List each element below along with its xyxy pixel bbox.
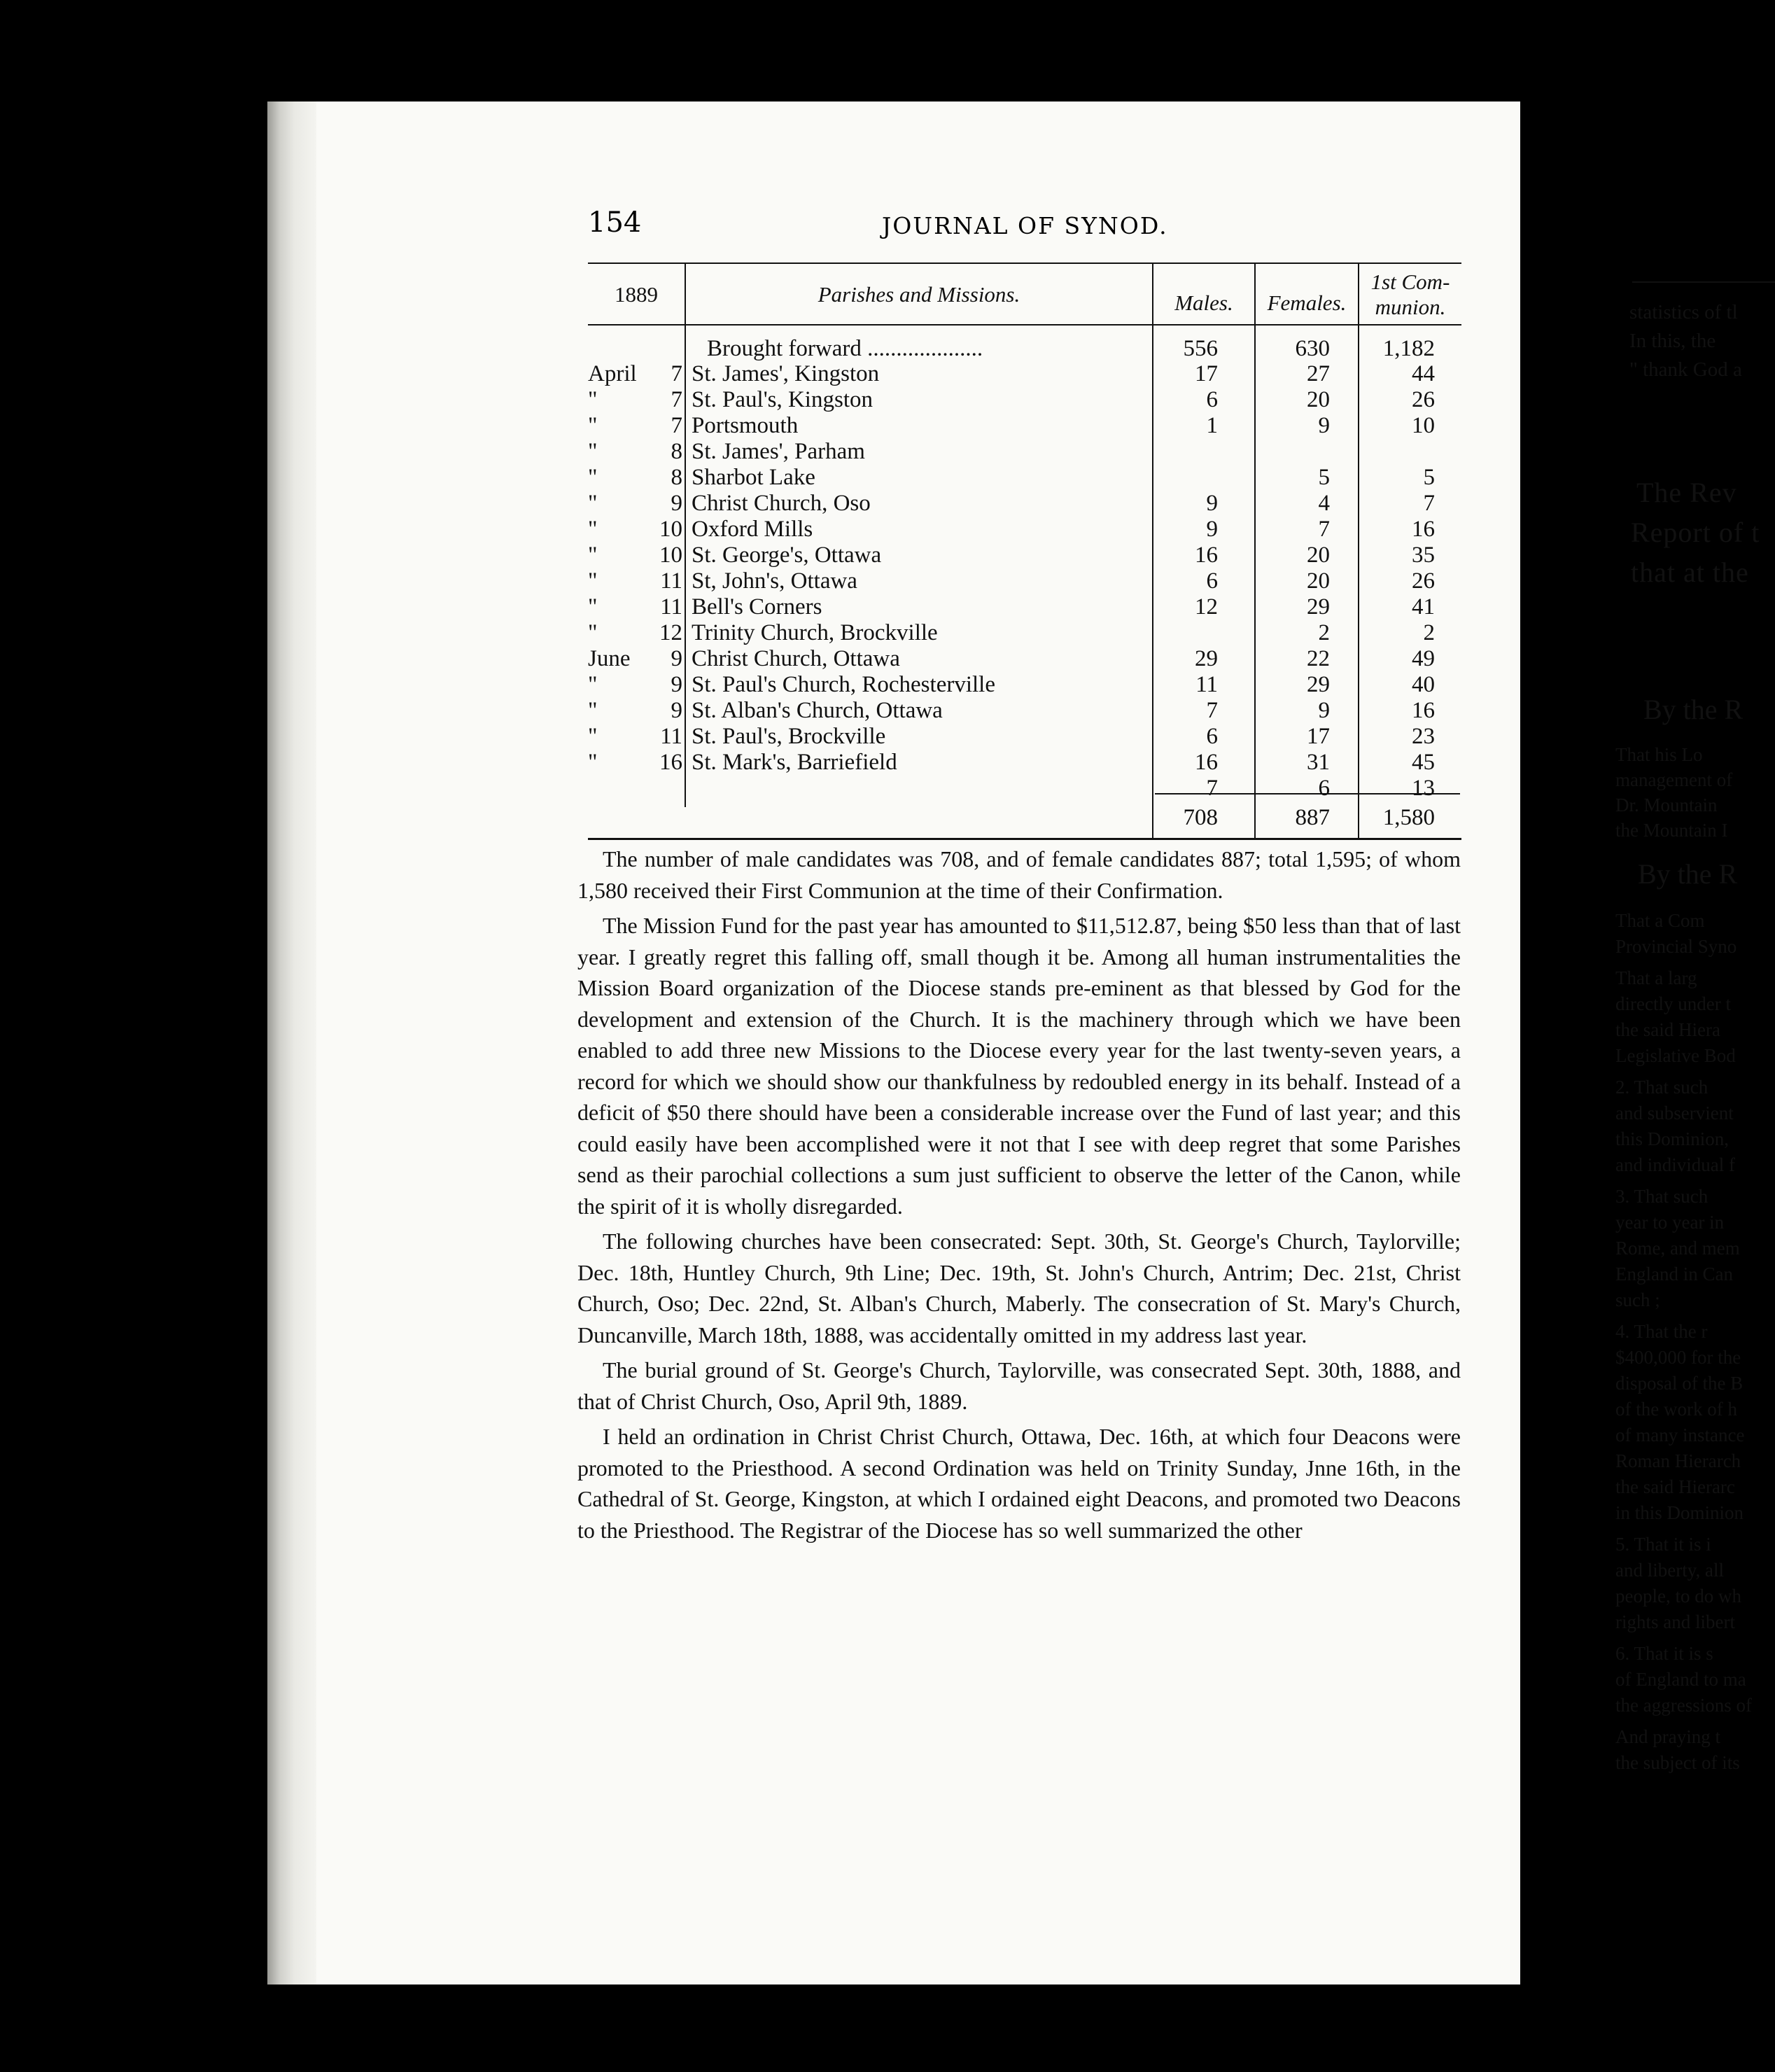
right-page-text-line: 5. That it is i — [1615, 1534, 1711, 1555]
table-row — [588, 620, 1461, 645]
header-year: 1889 — [615, 282, 658, 307]
row-parish: Christ Church, Ottawa — [692, 646, 900, 671]
row-males: 7 — [1206, 698, 1218, 723]
row-parish: Trinity Church, Brockville — [692, 620, 938, 645]
row-parish: St. James', Parham — [692, 439, 865, 464]
row-females: 20 — [1307, 387, 1330, 412]
table-row — [588, 724, 1461, 749]
row-communion: 26 — [1412, 568, 1435, 594]
row-day: 7 — [671, 387, 682, 412]
table-row — [588, 491, 1461, 516]
right-page-text-line: in this Dominion — [1615, 1502, 1744, 1523]
row-day: 10 — [659, 542, 682, 568]
header-communion-1: 1st Com- — [1370, 270, 1450, 294]
table-row-brought-forward — [588, 336, 1461, 361]
right-page-text-line: 2. That such — [1615, 1077, 1709, 1098]
row-females: 9 — [1318, 698, 1330, 723]
table-row — [588, 465, 1461, 490]
paragraph-candidates: The number of male candidates was 708, and of female candidates 887; total 1,595; of whom 1,580 received their First Communion at the time of their Confirmation. — [577, 846, 1461, 903]
right-page-text-line: 4. That the r — [1615, 1321, 1708, 1342]
right-page-top-rule — [1632, 281, 1775, 283]
row-month: April — [588, 361, 637, 386]
table-bottom-rule — [588, 838, 1461, 840]
row-month: " — [588, 594, 598, 620]
row-month: " — [588, 750, 598, 775]
row-males: 12 — [1195, 594, 1218, 620]
right-page-text-line: Roman Hierarch — [1615, 1450, 1741, 1471]
right-page-text-line: people, to do wh — [1615, 1586, 1741, 1606]
right-page-text-line: 3. That such — [1615, 1186, 1709, 1207]
row-parish: St. Paul's, Kingston — [692, 387, 873, 412]
total-communion: 1,580 — [1382, 805, 1435, 830]
body-text — [577, 844, 1461, 1550]
row-communion: 13 — [1412, 776, 1435, 801]
right-page-text-line: the subject of its — [1615, 1752, 1740, 1773]
row-communion: 23 — [1412, 724, 1435, 749]
row-parish: Sharbot Lake — [692, 465, 815, 490]
table-row — [588, 439, 1461, 464]
row-communion: 10 — [1412, 413, 1435, 438]
row-month: " — [588, 465, 598, 490]
header-parishes: Parishes and Missions. — [818, 282, 1020, 307]
row-parish: St. James', Kingston — [692, 361, 880, 386]
brought-forward-females: 630 — [1295, 336, 1330, 361]
row-males: 16 — [1195, 542, 1218, 568]
row-parish: Christ Church, Oso — [692, 491, 871, 516]
row-day: 8 — [671, 465, 682, 490]
row-communion: 45 — [1412, 750, 1435, 775]
row-month: " — [588, 724, 598, 749]
row-females: 9 — [1318, 413, 1330, 438]
row-females: 27 — [1307, 361, 1330, 386]
row-month: " — [588, 491, 598, 516]
row-females: 29 — [1307, 594, 1330, 620]
right-page-text-line: And praying t — [1615, 1726, 1720, 1747]
row-parish: Portsmouth — [692, 413, 799, 438]
row-day: 7 — [671, 413, 682, 438]
table-row — [588, 361, 1461, 386]
table-row — [588, 542, 1461, 568]
right-page-text-line: Provincial Syno — [1615, 936, 1737, 957]
row-females: 5 — [1318, 465, 1330, 490]
row-males: 16 — [1195, 750, 1218, 775]
row-parish: Oxford Mills — [692, 517, 813, 542]
row-males: 11 — [1195, 672, 1218, 697]
row-communion: 49 — [1412, 646, 1435, 671]
right-page-subheading: By the R — [1643, 694, 1744, 725]
row-parish: St. Alban's Church, Ottawa — [692, 698, 943, 723]
row-day: 11 — [660, 568, 682, 594]
running-title: JOURNAL OF SYNOD. — [882, 212, 1168, 239]
paragraph-mission-fund: The Mission Fund for the past year has amounted to $11,512.87, being $50 less than that of last year. I greatly regret this falling off, small though it be. Among all human instrumentalities the Mission Board organization of the Diocese stands pre-eminent as that blessed by God for the development and extension of the Church. It is the machinery through which we have been enabled to add three new Missions to the Diocese every year for the last twenty-seven years, a record for which we should show our thankfulness by redoubled energy in its behalf. Instead of a deficit of $50 there should have been a considerable increase over the Fund of last year; and this could easily have been accomplished were it not that I see with deep regret that some Parishes send as their parochial collections a sum just sufficient to observe the letter of the Canon, while the spirit of it is wholly disregarded. — [577, 913, 1461, 1219]
row-females: 6 — [1318, 776, 1330, 801]
right-page-text-line: $400,000 for the — [1615, 1347, 1741, 1368]
row-parish: St. Mark's, Barriefield — [692, 750, 897, 775]
row-females: 20 — [1307, 568, 1330, 594]
row-month: " — [588, 387, 598, 412]
row-day: 7 — [671, 361, 682, 386]
row-month: " — [588, 439, 598, 464]
row-parish: Bell's Corners — [692, 594, 822, 620]
row-communion: 7 — [1423, 491, 1435, 516]
table-row — [588, 594, 1461, 620]
row-day: 9 — [671, 698, 682, 723]
row-month: " — [588, 517, 598, 542]
row-parish: St. George's, Ottawa — [692, 542, 882, 568]
right-page-text-line: the Mountain I — [1615, 820, 1728, 841]
row-day: 12 — [659, 620, 682, 645]
row-day: 11 — [660, 724, 682, 749]
right-page — [1526, 119, 1775, 1967]
row-females: 29 — [1307, 672, 1330, 697]
right-page-text-line: 6. That it is s — [1615, 1643, 1713, 1664]
row-communion: 16 — [1412, 698, 1435, 723]
paragraph-burial-ground: The burial ground of St. George's Church, Taylorville, was consecrated Sept. 30th, 1888, and that of Christ Church, Oso, April 9th, 1889. — [577, 1357, 1461, 1414]
page-number: 154 — [588, 206, 642, 239]
right-page-text-line: That a Com — [1615, 910, 1705, 931]
brought-forward-label: Brought forward .................... — [707, 336, 983, 361]
table-row — [588, 387, 1461, 412]
row-month: June — [588, 646, 631, 671]
right-page-text-line: and subservient — [1615, 1102, 1734, 1124]
right-page-text-line: and individual f — [1615, 1154, 1735, 1175]
row-females: 31 — [1307, 750, 1330, 775]
paragraph-consecrations: The following churches have been consecrated: Sept. 30th, St. George's Church, Taylorville; Dec. 18th, Huntley Church, 9th Line; Dec. 19th, St. John's Church, Antrim; Dec. 21st, Christ Church, Oso; Dec. 22nd, St. Alban's Church, Maberly. The consecration of St. Mary's Church, Duncanville, March 18th, 1888, was accidentally omitted in my address last year. — [577, 1228, 1461, 1348]
row-day: 9 — [671, 491, 682, 516]
row-month: " — [588, 698, 598, 723]
row-day: 9 — [671, 672, 682, 697]
right-page-heading: The Rev — [1636, 477, 1737, 508]
row-females: 2 — [1318, 620, 1330, 645]
right-page-text-line: Rome, and mem — [1615, 1238, 1740, 1259]
row-males: 7 — [1206, 776, 1218, 801]
right-page-text-line: England in Can — [1615, 1264, 1733, 1284]
row-month: " — [588, 568, 598, 594]
row-day: 10 — [659, 517, 682, 542]
row-communion: 41 — [1412, 594, 1435, 620]
brought-forward-communion: 1,182 — [1382, 336, 1435, 361]
row-males: 9 — [1206, 491, 1218, 516]
right-page-text-line: directly under t — [1615, 993, 1731, 1014]
right-page-text-line: this Dominion, — [1615, 1128, 1730, 1149]
row-month: " — [588, 413, 598, 438]
row-males: 6 — [1206, 387, 1218, 412]
right-page-text-line: Legislative Bod — [1615, 1045, 1736, 1066]
table-row — [588, 517, 1461, 542]
table-row — [588, 698, 1461, 723]
table-row — [588, 646, 1461, 671]
table-row — [588, 750, 1461, 775]
page-header — [588, 206, 1477, 248]
row-females: 22 — [1307, 646, 1330, 671]
table-top-rule — [588, 262, 1461, 264]
confirmation-table — [588, 262, 1461, 844]
row-males: 29 — [1195, 646, 1218, 671]
row-parish: St. Paul's, Brockville — [692, 724, 886, 749]
row-day: 9 — [671, 646, 682, 671]
right-page-text-line: of England to ma — [1615, 1669, 1746, 1690]
row-parish: St. Paul's Church, Rochesterville — [692, 672, 995, 697]
row-month: " — [588, 672, 598, 697]
row-communion: 5 — [1423, 465, 1435, 490]
table-row — [588, 413, 1461, 438]
row-males: 1 — [1206, 413, 1218, 438]
row-males: 6 — [1206, 724, 1218, 749]
row-communion: 2 — [1423, 620, 1435, 645]
table-row — [588, 672, 1461, 697]
right-page-subheading: By the R — [1638, 858, 1738, 890]
row-communion: 40 — [1412, 672, 1435, 697]
right-page-text-line: year to year in — [1615, 1212, 1725, 1233]
right-page-text-line: such ; — [1615, 1289, 1660, 1310]
right-page-text-line: the said Hiera — [1615, 1019, 1720, 1040]
row-males: 6 — [1206, 568, 1218, 594]
right-page-text-line: That his Lo — [1615, 744, 1703, 765]
right-page-text-line: That a larg — [1615, 967, 1697, 988]
brought-forward-males: 556 — [1183, 336, 1218, 361]
right-page-text-line: In this, the — [1629, 330, 1716, 352]
row-day: 8 — [671, 439, 682, 464]
table-row-totals — [588, 805, 1461, 830]
row-communion: 26 — [1412, 387, 1435, 412]
table-header-rule — [588, 324, 1461, 326]
table-row — [588, 776, 1461, 801]
right-page-heading: Report of t — [1631, 517, 1760, 548]
row-day: 16 — [659, 750, 682, 775]
row-females: 20 — [1307, 542, 1330, 568]
row-males: 17 — [1195, 361, 1218, 386]
header-males: Males. — [1174, 290, 1233, 315]
row-males: 9 — [1206, 517, 1218, 542]
total-females: 887 — [1295, 805, 1330, 830]
right-page-text-line: of many instance — [1615, 1424, 1745, 1446]
right-page-text-line: statistics of tl — [1629, 301, 1738, 323]
right-page-text-line: and liberty, all — [1615, 1560, 1724, 1581]
right-page-heading: that at the — [1631, 556, 1749, 588]
right-page-text-line: the said Hierarc — [1615, 1476, 1735, 1497]
row-month: " — [588, 620, 598, 645]
right-page-text-line: disposal of the B — [1615, 1373, 1744, 1394]
brought-forward-text: Brought forward — [707, 336, 862, 361]
row-communion: 35 — [1412, 542, 1435, 568]
right-page-text-line: " thank God a — [1629, 358, 1742, 381]
right-page-text-line: management of — [1615, 769, 1733, 790]
row-parish: St, John's, Ottawa — [692, 568, 857, 594]
table-row — [588, 568, 1461, 594]
row-females: 4 — [1318, 491, 1330, 516]
row-communion: 16 — [1412, 517, 1435, 542]
right-page-text-line: the aggressions of — [1615, 1695, 1752, 1716]
paragraph-ordinations: I held an ordination in Christ Christ Church, Ottawa, Dec. 16th, at which four Deacons were promoted to the Priesthood. A second Ordination was held on Trinity Sunday, Jnne 16th, in the Cathedral of St. George, Kingston, at which I ordained eight Deacons, and promoted two Deacons to the Priesthood. The Registrar of the Diocese has so well summarized the other — [577, 1424, 1461, 1543]
total-males: 708 — [1183, 805, 1218, 830]
row-day: 11 — [660, 594, 682, 620]
right-page-text-line: Dr. Mountain — [1615, 794, 1718, 816]
row-females: 7 — [1318, 517, 1330, 542]
row-month: " — [588, 542, 598, 568]
page-edge-shadow — [267, 102, 316, 1984]
right-page-text-line: of the work of h — [1615, 1399, 1737, 1420]
row-communion: 44 — [1412, 361, 1435, 386]
header-communion-2: munion. — [1375, 295, 1446, 319]
right-page-text-line: rights and libert — [1615, 1611, 1735, 1632]
header-females: Females. — [1267, 290, 1347, 315]
row-females: 17 — [1307, 724, 1330, 749]
